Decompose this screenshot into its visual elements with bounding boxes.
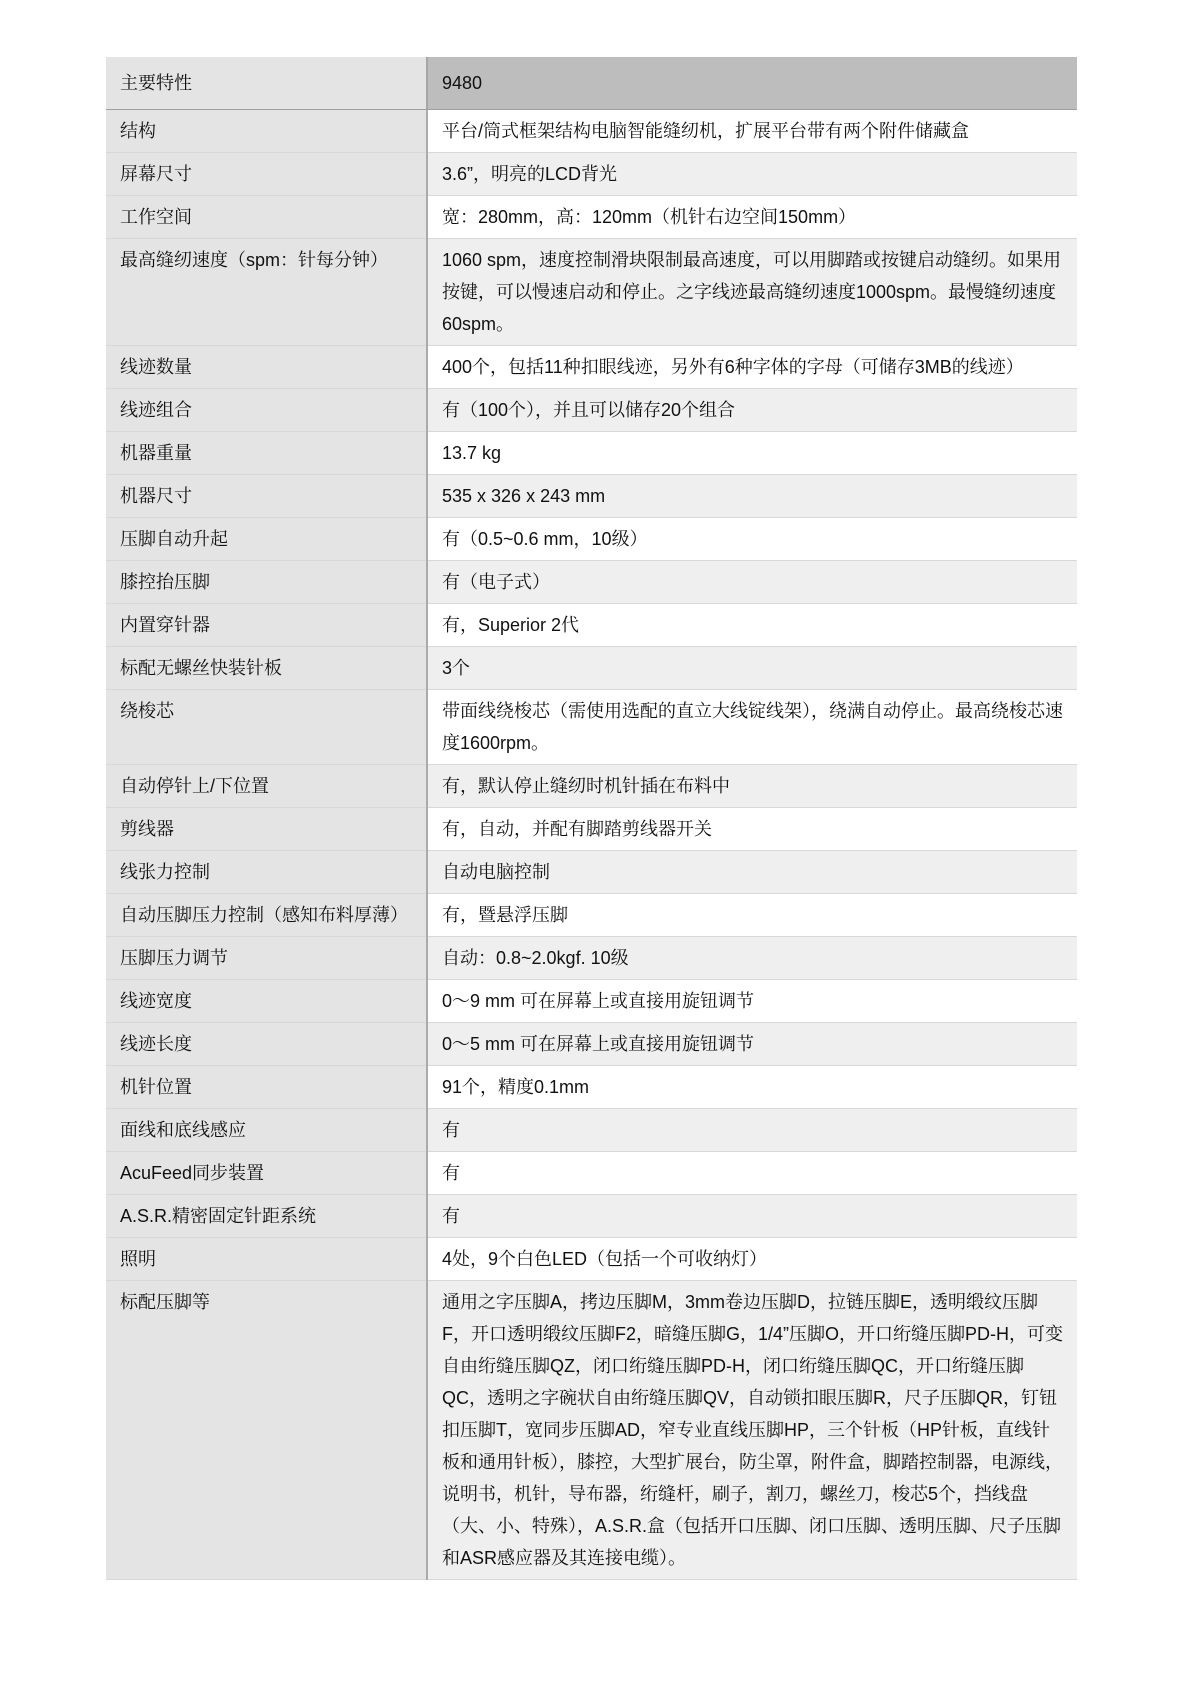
table-row [106, 196, 1077, 239]
spec-label-cell: 最高缝纫速度（spm：针每分钟） [106, 239, 427, 346]
table-row [106, 690, 1077, 765]
spec-label-cell: 线迹数量 [106, 346, 427, 389]
table-row [106, 153, 1077, 196]
spec-label-cell: AcuFeed同步装置 [106, 1152, 427, 1195]
spec-value-cell: 1060 spm，速度控制滑块限制最高速度，可以用脚踏或按键启动缝纫。如果用按键，可以慢速启动和停止。之字线迹最高缝纫速度1000spm。最慢缝纫速度60spm。 [427, 239, 1077, 346]
spec-label-cell: 屏幕尺寸 [106, 153, 427, 196]
table-row [106, 1238, 1077, 1281]
table-row [106, 1152, 1077, 1195]
spec-value-cell: 平台/筒式框架结构电脑智能缝纫机，扩展平台带有两个附件储藏盒 [427, 110, 1077, 153]
table-row [106, 1195, 1077, 1238]
spec-label-cell: 剪线器 [106, 808, 427, 851]
spec-label-cell: 标配压脚等 [106, 1281, 427, 1580]
spec-label-cell: 线张力控制 [106, 851, 427, 894]
spec-value-cell: 有，暨悬浮压脚 [427, 894, 1077, 937]
spec-label-cell: 机针位置 [106, 1066, 427, 1109]
table-row [106, 1066, 1077, 1109]
spec-value-cell: 有（0.5~0.6 mm，10级） [427, 518, 1077, 561]
table-row [106, 894, 1077, 937]
table-row [106, 647, 1077, 690]
spec-label-cell: 膝控抬压脚 [106, 561, 427, 604]
spec-label-cell: 机器重量 [106, 432, 427, 475]
spec-label-cell: 线迹长度 [106, 1023, 427, 1066]
spec-value-cell: 自动：0.8~2.0kgf. 10级 [427, 937, 1077, 980]
table-row [106, 110, 1077, 153]
spec-label-cell: 标配无螺丝快装针板 [106, 647, 427, 690]
spec-label-cell: 自动停针上/下位置 [106, 765, 427, 808]
spec-value-cell: 3个 [427, 647, 1077, 690]
spec-label-cell: 内置穿针器 [106, 604, 427, 647]
spec-value-cell: 有（100个），并且可以储存20个组合 [427, 389, 1077, 432]
spec-label-cell: 压脚压力调节 [106, 937, 427, 980]
spec-label-cell: 自动压脚压力控制（感知布料厚薄） [106, 894, 427, 937]
table-row [106, 851, 1077, 894]
spec-label-cell: A.S.R.精密固定针距系统 [106, 1195, 427, 1238]
spec-value-cell: 宽：280mm，高：120mm（机针右边空间150mm） [427, 196, 1077, 239]
spec-header-feature: 主要特性 [106, 57, 427, 110]
spec-header-model: 9480 [427, 57, 1077, 110]
spec-value-cell: 通用之字压脚A，拷边压脚M，3mm卷边压脚D，拉链压脚E，透明缎纹压脚F，开口透明缎纹压脚F2，暗缝压脚G，1/4”压脚O，开口绗缝压脚PD-H，可变自由绗缝压脚QZ，闭口绗缝压脚PD-H，闭口绗缝压脚QC，开口绗缝压脚QC，透明之字碗状自由绗缝压脚QV，自动锁扣眼压脚R，尺子压脚QR，钉钮扣压脚T，宽同步压脚AD，窄专业直线压脚HP，三个针板（HP针板，直线针板和通用针板），膝控，大型扩展台，防尘罩，附件盒，脚踏控制器，电源线，说明书，机针，导布器，绗缝杆，刷子，割刀，螺丝刀，梭芯5个，挡线盘（大、小、特殊），A.S.R.盒（包括开口压脚、闭口压脚、透明压脚、尺子压脚和ASR感应器及其连接电缆）。 [427, 1281, 1077, 1580]
spec-value-cell: 自动电脑控制 [427, 851, 1077, 894]
table-row [106, 937, 1077, 980]
table-row [106, 980, 1077, 1023]
spec-label-cell: 压脚自动升起 [106, 518, 427, 561]
spec-value-cell: 400个，包括11种扣眼线迹，另外有6种字体的字母（可储存3MB的线迹） [427, 346, 1077, 389]
spec-label-cell: 线迹组合 [106, 389, 427, 432]
spec-label-cell: 机器尺寸 [106, 475, 427, 518]
table-row [106, 1023, 1077, 1066]
spec-sheet [106, 57, 1077, 1580]
spec-value-cell: 有 [427, 1195, 1077, 1238]
spec-label-cell: 结构 [106, 110, 427, 153]
spec-value-cell: 91个，精度0.1mm [427, 1066, 1077, 1109]
table-row [106, 561, 1077, 604]
spec-value-cell: 有（电子式） [427, 561, 1077, 604]
spec-label-cell: 绕梭芯 [106, 690, 427, 765]
spec-table-head [106, 57, 1077, 110]
spec-value-cell: 有 [427, 1109, 1077, 1152]
spec-label-cell: 线迹宽度 [106, 980, 427, 1023]
spec-value-cell: 3.6”，明亮的LCD背光 [427, 153, 1077, 196]
spec-value-cell: 有，默认停止缝纫时机针插在布料中 [427, 765, 1077, 808]
table-row [106, 518, 1077, 561]
table-row [106, 346, 1077, 389]
table-row [106, 432, 1077, 475]
spec-value-cell: 0～5 mm 可在屏幕上或直接用旋钮调节 [427, 1023, 1077, 1066]
spec-label-cell: 工作空间 [106, 196, 427, 239]
spec-table-body [106, 110, 1077, 1580]
table-row [106, 239, 1077, 346]
spec-label-cell: 面线和底线感应 [106, 1109, 427, 1152]
table-row [106, 604, 1077, 647]
spec-label-cell: 照明 [106, 1238, 427, 1281]
spec-value-cell: 有，Superior 2代 [427, 604, 1077, 647]
table-row [106, 1281, 1077, 1580]
table-row [106, 475, 1077, 518]
spec-value-cell: 13.7 kg [427, 432, 1077, 475]
spec-value-cell: 4处，9个白色LED（包括一个可收纳灯） [427, 1238, 1077, 1281]
table-row [106, 808, 1077, 851]
spec-table [106, 57, 1077, 1580]
table-header-row [106, 57, 1077, 110]
table-row [106, 765, 1077, 808]
table-row [106, 389, 1077, 432]
spec-value-cell: 有 [427, 1152, 1077, 1195]
table-row [106, 1109, 1077, 1152]
spec-value-cell: 带面线绕梭芯（需使用选配的直立大线锭线架），绕满自动停止。最高绕梭芯速度1600rpm。 [427, 690, 1077, 765]
spec-value-cell: 有，自动，并配有脚踏剪线器开关 [427, 808, 1077, 851]
spec-value-cell: 535 x 326 x 243 mm [427, 475, 1077, 518]
spec-value-cell: 0～9 mm 可在屏幕上或直接用旋钮调节 [427, 980, 1077, 1023]
